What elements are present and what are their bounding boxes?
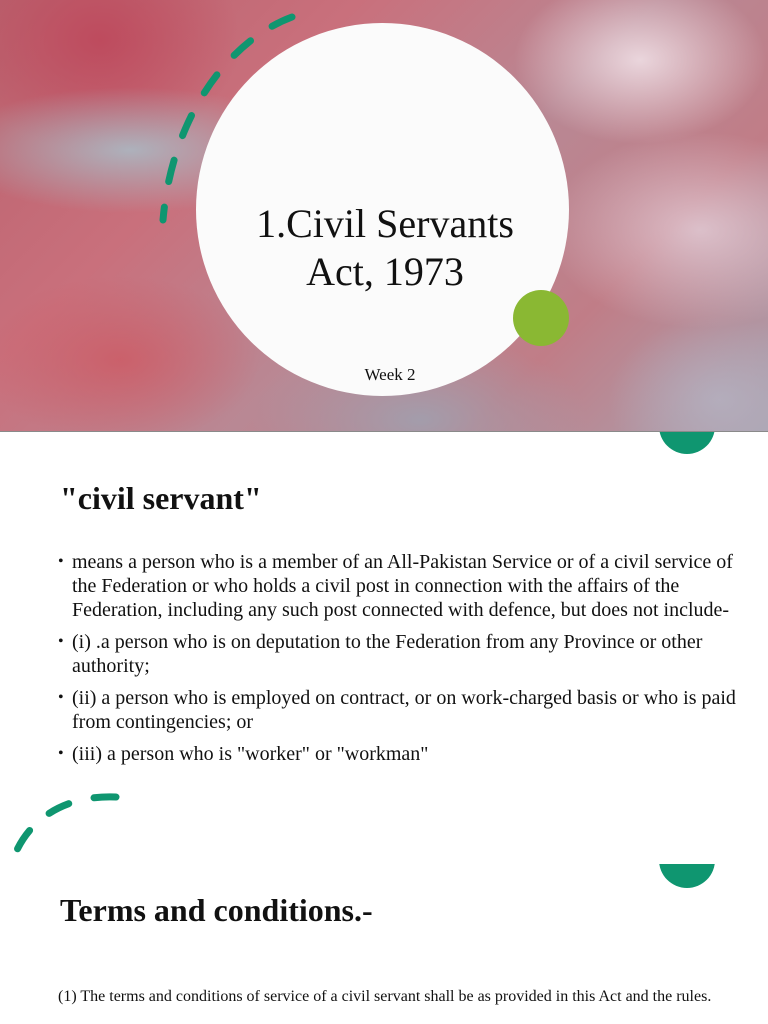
teal-semicircle-decoration [659,432,715,454]
green-dot-decoration [513,290,569,346]
definition-bullet-list [58,550,748,774]
teal-semicircle-decoration [659,864,715,888]
slide-subtitle: Week 2 [364,365,416,384]
terms-slide [0,864,768,1024]
bullet-item: • means a person who is a member of an All-Pakistan Service or of a civil service of the Federation or who holds a civil post in connection with the affairs of the Federation, including any such post connected with defence, but does not include- [58,550,748,622]
bullet-item: • (iii) a person who is "worker" or "workman" [58,742,748,766]
slide-title-line-1: 1.Civil Servants [256,201,514,246]
terms-heading: Terms and conditions.- [60,892,373,928]
bullet-item: • (i) .a person who is on deputation to the Federation from any Province or other authority; [58,630,748,678]
definition-slide [0,432,768,864]
slide-title [200,200,570,296]
bullet-item: • (ii) a person who is employed on contract, or on work-charged basis or who is paid from contingencies; or [58,686,748,734]
slide-title-line-2: Act, 1973 [306,249,464,294]
title-slide [0,0,768,432]
definition-heading: "civil servant" [60,480,262,516]
terms-paragraph: (1) The terms and conditions of service of a civil servant shall be as provided in this Act and the rules. [58,988,712,1005]
